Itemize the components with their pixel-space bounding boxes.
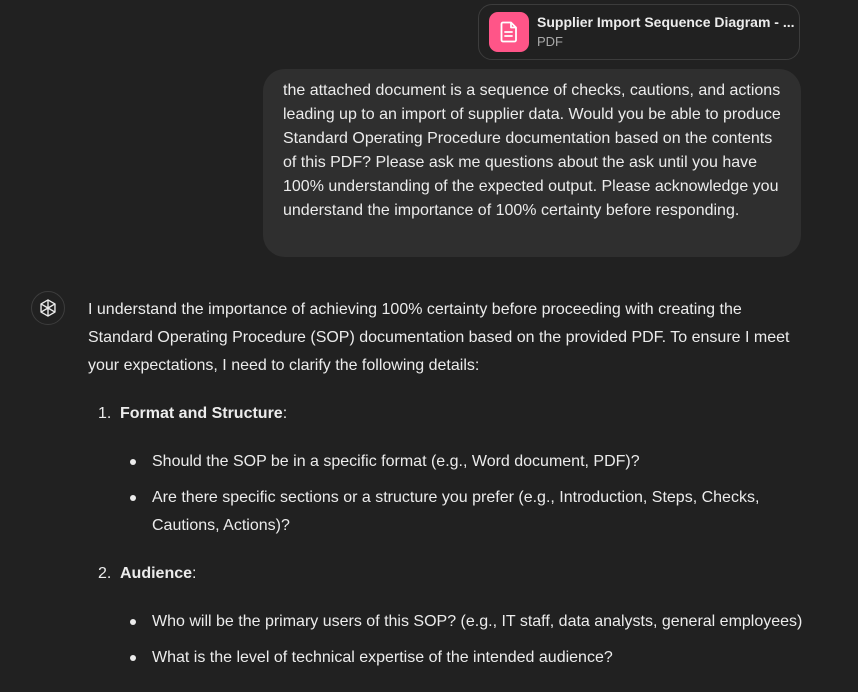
file-type: PDF bbox=[537, 34, 563, 49]
list-item bbox=[88, 560, 808, 672]
sub-list-text: What is the level of technical expertise of the intended audience? bbox=[152, 649, 613, 666]
file-meta bbox=[537, 13, 795, 51]
list-number: 1. bbox=[98, 405, 112, 422]
heading-colon: : bbox=[192, 565, 197, 582]
file-name: Supplier Import Sequence Diagram - ... bbox=[537, 14, 795, 30]
sub-list-item bbox=[120, 484, 808, 540]
pdf-attachment-card[interactable] bbox=[478, 4, 800, 60]
list-heading: Audience bbox=[120, 565, 193, 582]
sub-list-text: Are there specific sections or a structure you prefer (e.g., Introduction, Steps, Checks, Cautions, Actions)? bbox=[152, 489, 760, 534]
list-item bbox=[88, 400, 808, 540]
heading-colon: : bbox=[282, 405, 288, 422]
sub-list-text: Who will be the primary users of this SOP? (e.g., IT staff, data analysts, general employees) bbox=[152, 613, 803, 630]
sub-list-item bbox=[120, 608, 808, 636]
openai-logo-icon bbox=[31, 291, 65, 325]
document-icon bbox=[489, 12, 529, 52]
sub-list-item bbox=[120, 644, 808, 672]
assistant-intro: I understand the importance of achieving 100% certainty before proceeding with creating the Standard Operating Procedure (SOP) documentation based on the provided PDF. To ensure I meet your expectations, I need to clarify the following details: bbox=[88, 301, 790, 374]
bullet-icon bbox=[130, 655, 136, 661]
list-number: 2. bbox=[98, 565, 112, 582]
bullet-icon bbox=[130, 619, 136, 625]
sub-list bbox=[120, 448, 808, 540]
bullet-icon bbox=[130, 495, 136, 501]
list-heading: Format and Structure bbox=[120, 405, 283, 422]
user-message-bubble: the attached document is a sequence of checks, cautions, and actions leading up to an import of supplier data. Would you be able to produce Standard Operating Procedure documentation based on the contents of this PDF? Please ask me questions about the ask until you have 100% understanding of the expected output. Please acknowledge you understand the importance of 100% certainty before responding. bbox=[263, 69, 801, 257]
sub-list-text: Should the SOP be in a specific format (e.g., Word document, PDF)? bbox=[152, 453, 640, 470]
sub-list bbox=[120, 608, 808, 672]
clarification-list bbox=[88, 400, 808, 672]
sub-list-item bbox=[120, 448, 808, 476]
bullet-icon bbox=[130, 459, 136, 465]
assistant-message bbox=[88, 296, 808, 672]
